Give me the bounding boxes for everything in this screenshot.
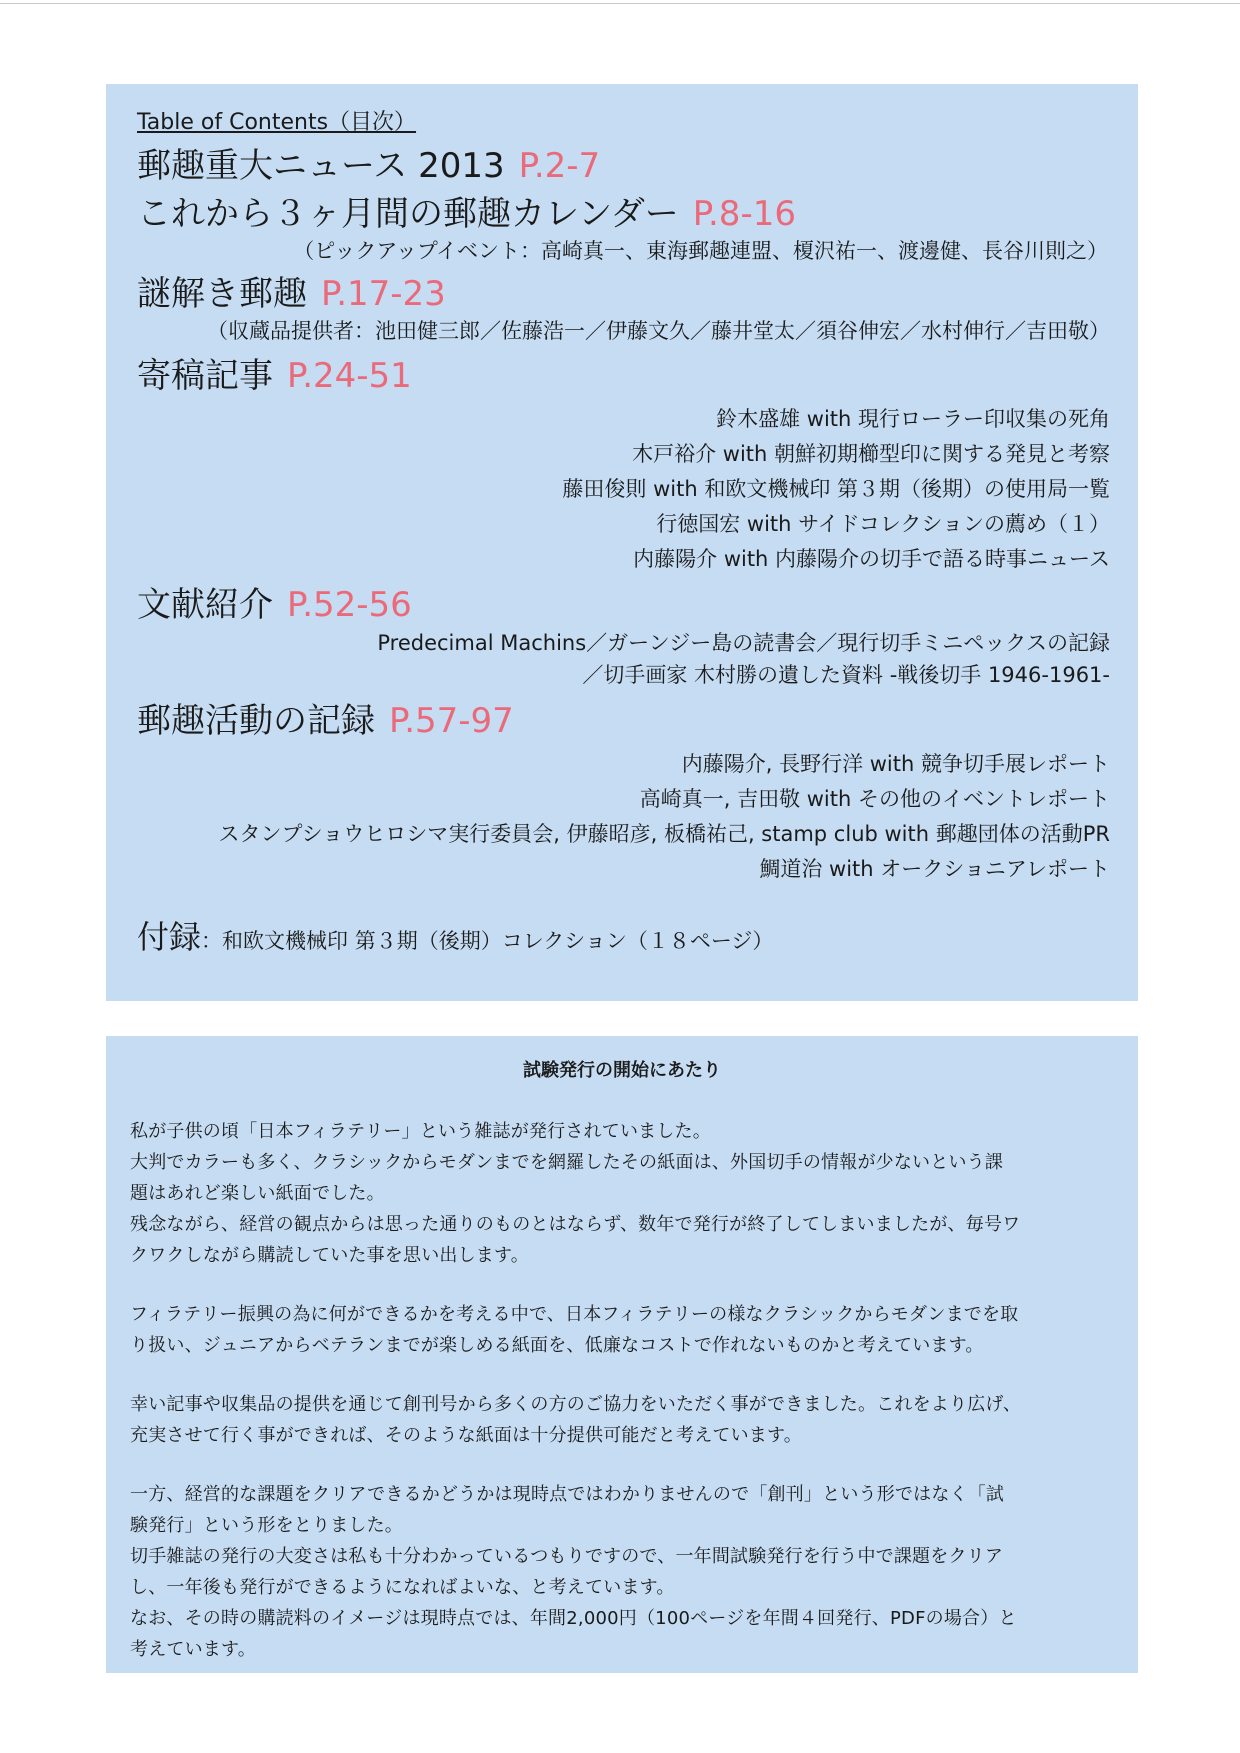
editorial-title: 試験発行の開始にあたり [523, 1060, 721, 1081]
articles-list [130, 402, 1110, 577]
text-line: 一方、経営的な課題をクリアできるかどうかは現時点ではわかりませんので「創刊」という形ではなく「試 [130, 1484, 1005, 1505]
list-item: 藤田俊則 with 和欧文機械印 第３期（後期）の使用局一覧 [562, 477, 1110, 501]
section-title: これから３ヶ月間の郵趣カレンダー [137, 194, 679, 234]
calendar-note: （ピックアップイベント：高崎真一、東海郵趣連盟、榎沢祐一、渡邊健、長谷川則之） [293, 239, 1108, 263]
text-line: なお、その時の購読料のイメージは現時点では、年間2,000円（100ページを年間４回発行、PDFの場合）と [130, 1608, 1017, 1629]
top-rule [0, 3, 1240, 4]
activities-list [130, 747, 1110, 887]
list-item: 鈴木盛雄 with 現行ローラー印収集の死角 [716, 407, 1110, 431]
text-line: 切手雑誌の発行の大変さは私も十分わかっているつもりですので、一年間試験発行を行う中で課題をクリア [130, 1546, 1004, 1567]
paragraph [130, 1479, 1114, 1665]
section-pages: P.17-23 [321, 274, 446, 314]
section-pages: P.24-51 [287, 356, 412, 396]
text-line: 幸い記事や収集品の提供を通じて創刊号から多くの方のご協力をいただく事ができました。これをより広げ、 [130, 1394, 1022, 1415]
section-title: 郵趣重大ニュース 2013 [137, 146, 505, 186]
section-title: 寄稿記事 [137, 356, 273, 396]
text-line: クワクしながら購読していた事を思い出します。 [130, 1245, 529, 1266]
text-line: し、一年後も発行ができるようになればよいな、と考えています。 [130, 1577, 675, 1598]
list-item: スタンプショウヒロシマ実行委員会, 伊藤昭彦, 板橋祐己, stamp club with 郵趣団体の活動PR [218, 822, 1110, 846]
text-line: 私が子供の頃「日本フィラテリー」という雑誌が発行されていました。 [130, 1121, 711, 1142]
paragraph [130, 1389, 1114, 1451]
list-item: 内藤陽介, 長野行洋 with 競争切手展レポート [681, 752, 1110, 776]
list-item: Predecimal Machins／ガーンジー島の読書会／現行切手ミニペックスの記録 [377, 631, 1110, 655]
list-item: 木戸裕介 with 朝鮮初期櫛型印に関する発見と考察 [632, 442, 1110, 466]
list-item: 内藤陽介 with 内藤陽介の切手で語る時事ニュース [633, 547, 1110, 571]
text-line: 考えています。 [130, 1639, 256, 1660]
list-item: 高崎真一, 吉田敬 with その他のイベントレポート [639, 787, 1110, 811]
table-of-contents-panel [106, 84, 1138, 1001]
paragraph [130, 1116, 1114, 1271]
section-pages: P.2-7 [518, 146, 601, 186]
paragraph [130, 1299, 1114, 1361]
toc-heading: Table of Contents（目次） [137, 110, 417, 135]
section-pages: P.52-56 [287, 585, 412, 625]
text-line: り扱い、ジュニアからベテランまでが楽しめる紙面を、低廉なコストで作れないものかと考えています。 [130, 1335, 984, 1356]
literature-list [130, 627, 1110, 691]
list-item: ／切手画家 木村勝の遺した資料 -戦後切手 1946-1961- [582, 663, 1110, 687]
list-item: 行徳国宏 with サイドコレクションの薦め（１） [656, 512, 1110, 536]
section-pages: P.57-97 [389, 701, 514, 741]
editorial-panel [106, 1036, 1138, 1673]
section-pages: P.8-16 [692, 194, 796, 234]
text-line: フィラテリー振興の為に何ができるかを考える中で、日本フィラテリーの様なクラシックからモダンまでを取 [130, 1304, 1019, 1325]
toc-section-activities [137, 699, 1110, 743]
toc-section-puzzle [137, 272, 1110, 316]
section-title: 文献紹介 [137, 585, 273, 625]
supplement-label: 付録 [137, 918, 202, 956]
section-title: 郵趣活動の記録 [137, 701, 375, 741]
toc-supplement [137, 915, 1110, 963]
text-line: 充実させて行く事ができれば、そのような紙面は十分提供可能だと考えています。 [130, 1425, 802, 1446]
supplement-text: ：和欧文機械印 第３期（後期）コレクション（１８ページ） [201, 929, 774, 953]
toc-section-news [137, 144, 1110, 188]
toc-section-calendar [137, 192, 1110, 236]
text-line: 験発行」という形をとりました。 [130, 1515, 403, 1536]
toc-section-literature [137, 583, 1110, 627]
puzzle-note: （収蔵品提供者：池田健三郎／佐藤浩一／伊藤文久／藤井堂太／須谷伸宏／水村伸行／吉田敬） [207, 319, 1110, 343]
list-item: 鯛道治 with オークショニアレポート [759, 857, 1110, 881]
text-line: 残念ながら、経営の観点からは思った通りのものとはならず、数年で発行が終了してしまいましたが、毎号ワ [130, 1214, 1021, 1235]
text-line: 大判でカラーも多く、クラシックからモダンまでを網羅したその紙面は、外国切手の情報が少ないという課 [130, 1152, 1004, 1173]
section-title: 謎解き郵趣 [137, 274, 307, 314]
text-line: 題はあれど楽しい紙面でした。 [130, 1183, 385, 1204]
toc-section-articles [137, 354, 1110, 398]
